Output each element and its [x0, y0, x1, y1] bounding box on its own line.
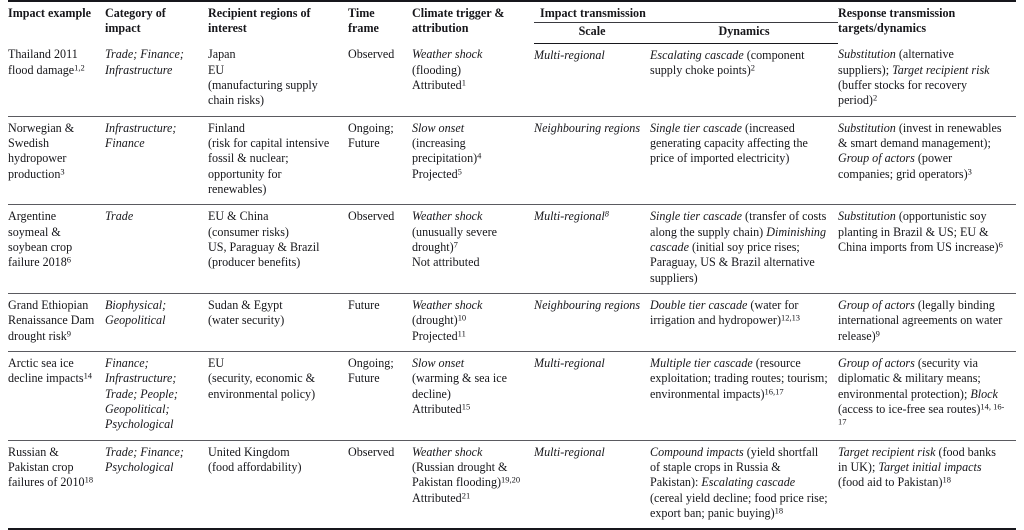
cell-response-run: (alternative suppliers);: [838, 47, 954, 77]
column-header-impact-transmission-group: Impact transmission: [534, 1, 838, 23]
cell-response-run: (food banks in UK);: [838, 444, 996, 475]
cell-time-frame-line: Observed: [348, 47, 395, 62]
cell-dynamics-run: (resource exploitation; trading routes; tourism; environmental impacts): [650, 356, 828, 401]
cell-climate-trigger: [412, 205, 534, 294]
cell-scale-line: Multi-regional$^8$: [534, 208, 609, 224]
cell-response-run: Substitution: [838, 120, 896, 135]
cell-response: Substitution (invest in renewables & smart demand management); Group of actors (power companies; grid operators)$^3$: [838, 116, 1016, 205]
cell-climate-trigger: [412, 116, 534, 205]
cell-recipient-region-line: (risk for capital intensive fossil & nuclear; opportunity for renewables): [208, 135, 330, 196]
cell-scale-line: Neighbouring regions: [534, 120, 641, 135]
cell-impact-example: [8, 205, 105, 294]
table-row: [8, 294, 1016, 352]
cell-recipient-region-line: Sudan & Egypt: [208, 298, 283, 312]
cell-scale-line: Multi-regional: [534, 47, 605, 62]
cell-climate-trigger-line: Slow onset: [412, 356, 465, 371]
cell-response-run: Target recipient risk: [838, 444, 936, 459]
cell-response-run: (power companies; grid operators): [838, 151, 968, 181]
cell-recipient-region-line: (producer benefits): [208, 255, 301, 270]
cell-category-line: Trade; Finance; Psychological: [105, 444, 184, 475]
cell-time-frame-line: Ongoing; Future: [348, 356, 394, 386]
cell-time-frame-line: Observed: [348, 209, 395, 224]
cell-response-run: (buffer stocks for recovery period): [838, 77, 968, 108]
table-row: [8, 205, 1016, 294]
cell-dynamics-run: (transfer of costs along the supply chain): [650, 209, 827, 239]
cell-impact-example: [8, 43, 105, 116]
cell-climate-trigger-line: Weather shock: [412, 47, 483, 62]
cell-category: [105, 352, 208, 441]
cell-climate-trigger: [412, 440, 534, 529]
cell-scale: [534, 352, 650, 441]
cell-response: Substitution (alternative suppliers); Target recipient risk (buffer stocks for recovery period)$^2$: [838, 47, 990, 108]
cell-category-line: Finance; Infrastructure; Trade; People; Geopolitical; Psychological: [105, 356, 178, 432]
cell-dynamics-run: Multiple tier cascade: [650, 356, 753, 371]
cell-impact-example: [8, 116, 105, 205]
cell-time-frame: [348, 205, 412, 294]
cell-dynamics-run: (yield shortfall of staple crops in Russia & Pakistan):: [650, 444, 819, 490]
cell-recipient-region-line: (water security): [208, 313, 285, 328]
table-row: [8, 440, 1016, 529]
cell-recipient-region: [208, 294, 348, 352]
cell-climate-trigger-line: Slow onset: [412, 120, 465, 135]
cell-scale: [534, 205, 650, 294]
cell-response-run: Target recipient risk: [892, 62, 990, 77]
cell-dynamics: [650, 116, 838, 205]
cell-time-frame: [348, 352, 412, 441]
table-row: [8, 352, 1016, 441]
cell-response: Group of actors (security via diplomatic & military means; environmental protection); Block (access to ice-free sea routes)$^{14, 16-17}$: [838, 352, 1016, 441]
cell-category-line: Biophysical; Geopolitical: [105, 298, 167, 328]
cell-time-frame: [348, 294, 412, 352]
cell-climate-trigger-line: Projected$^5$: [412, 166, 462, 181]
cell-response-run: (opportunistic soy planting in Brazil & US; EU & China imports from US increase): [838, 209, 999, 254]
cell-recipient-region-line: EU: [208, 356, 225, 371]
cell-impact-example-line: Russian & Pakistan crop failures of 2010$^{18}$: [8, 444, 94, 490]
cell-recipient-region-line: United Kingdom: [208, 444, 290, 459]
table-row: [8, 116, 1016, 205]
cell-recipient-region: [208, 205, 348, 294]
table-header: [8, 1, 1016, 43]
table-row: [8, 43, 1016, 116]
cell-recipient-region: [208, 43, 348, 116]
column-header-impact-example: Impact example: [8, 1, 105, 43]
cell-dynamics: Escalating cascade (component supply choke points)$^2$: [650, 47, 805, 78]
cell-recipient-region-line: US, Paraguay & Brazil: [208, 239, 320, 254]
cell-response-run: Block: [970, 386, 998, 401]
cell-recipient-region-line: (security, economic & environmental policy): [208, 371, 316, 401]
cell-category: [105, 440, 208, 529]
column-header-climate-trigger: Climate trigger & attribution: [412, 1, 534, 43]
cell-dynamics: Compound impacts (yield shortfall of staple crops in Russia & Pakistan): Escalating cascade (cereal yield decline; food price rise; export ban; panic buying)$^{18}$: [650, 440, 838, 529]
cell-climate-trigger-line: (drought)$^{10}$: [412, 312, 467, 328]
cell-category-line: Trade: [105, 209, 134, 224]
cell-recipient-region-line: EU: [208, 62, 225, 77]
cell-dynamics-run: (water for irrigation and hydropower): [650, 298, 799, 328]
cell-climate-trigger-line: Weather shock: [412, 444, 483, 459]
cell-response-run: (security via diplomatic & military means; environmental protection);: [838, 356, 981, 401]
cell-time-frame: [348, 116, 412, 205]
cell-climate-trigger-line: (unusually severe drought)$^7$: [412, 224, 497, 254]
cell-climate-trigger-line: (Russian drought & Pakistan flooding)$^{19,20}$: [412, 460, 521, 490]
cell-dynamics-run: Single tier cascade: [650, 120, 743, 135]
cell-impact-example-line: Grand Ethiopian Renaissance Dam drought risk$^9$: [8, 298, 95, 343]
cell-scale-line: Multi-regional: [534, 356, 605, 371]
column-header-response-transmission: Response transmission targets/dynamics: [838, 1, 1016, 43]
cell-response: Target recipient risk (food banks in UK); Target initial impacts (food aid to Pakistan)$^{18}$: [838, 440, 1016, 529]
table-body: [8, 43, 1016, 529]
cell-response-run: Group of actors: [838, 356, 915, 371]
cell-recipient-region-line: Finland: [208, 120, 245, 135]
column-header-recipient-regions: Recipient regions of interest: [208, 1, 348, 43]
cell-category: [105, 294, 208, 352]
cell-response-run: (legally binding international agreements on water release): [838, 298, 1003, 343]
cell-scale: [534, 43, 650, 116]
cell-recipient-region-line: (consumer risks): [208, 224, 289, 239]
cell-response-run: (food aid to Pakistan): [838, 475, 943, 490]
cell-response-run: Group of actors: [838, 151, 915, 166]
cell-impact-example-line: Norwegian & Swedish hydropower production$^3$: [8, 120, 75, 181]
header-row-main: [8, 1, 1016, 23]
cell-dynamics-run: Diminishing cascade: [650, 224, 827, 254]
cell-climate-trigger-line: Attributed$^{21}$: [412, 490, 471, 505]
cell-recipient-region: [208, 352, 348, 441]
cell-category-line: Trade; Finance; Infrastructure: [105, 47, 184, 77]
cell-dynamics-run: Compound impacts: [650, 444, 744, 459]
cell-climate-trigger-line: (flooding): [412, 62, 462, 77]
climate-impact-transmission-table: [8, 0, 1016, 530]
column-header-dynamics: Dynamics: [650, 23, 838, 43]
cell-impact-example-line: Arctic sea ice decline impacts$^{14}$: [8, 356, 93, 386]
cell-climate-trigger-line: Attributed$^1$: [412, 77, 466, 92]
cell-scale: [534, 116, 650, 205]
cell-impact-example: [8, 440, 105, 529]
cell-climate-trigger-line: Weather shock: [412, 209, 483, 224]
cell-recipient-region-line: Japan: [208, 47, 236, 62]
cell-dynamics: Double tier cascade (water for irrigation and hydropower)$^{12,13}$: [650, 294, 838, 352]
cell-scale: [534, 294, 650, 352]
column-header-scale: Scale: [534, 23, 650, 43]
cell-impact-example: [8, 294, 105, 352]
cell-dynamics-run: (initial soy price rises; Paraguay, US & Brazil alternative suppliers): [650, 239, 815, 285]
cell-dynamics-run: Escalating cascade: [701, 475, 796, 490]
cell-climate-trigger-line: Attributed$^{15}$: [412, 401, 471, 417]
cell-category: [105, 116, 208, 205]
cell-response: Group of actors (legally binding international agreements on water release)$^9$: [838, 294, 1016, 352]
cell-category: [105, 205, 208, 294]
cell-response-run: Group of actors: [838, 298, 915, 312]
cell-time-frame-line: Future: [348, 298, 380, 312]
cell-climate-trigger-line: Projected$^{11}$: [412, 328, 466, 343]
cell-climate-trigger: [412, 294, 534, 352]
cell-response: Substitution (opportunistic soy planting in Brazil & US; EU & China imports from US increase)$^6$: [838, 205, 1016, 294]
cell-category: [105, 43, 208, 116]
cell-climate-trigger-line: (increasing precipitation)$^4$: [412, 135, 482, 166]
column-header-time-frame: Time frame: [348, 1, 412, 43]
cell-recipient-region-line: (food affordability): [208, 460, 302, 475]
cell-time-frame-line: Observed: [348, 444, 395, 459]
cell-time-frame-line: Ongoing; Future: [348, 120, 394, 150]
cell-impact-example-line: Argentine soymeal & soybean crop failure 2018$^6$: [8, 209, 73, 270]
cell-response-run: Target initial impacts: [878, 460, 982, 475]
column-header-category-of-impact: Category of impact: [105, 1, 208, 43]
cell-recipient-region: [208, 116, 348, 205]
cell-response-run: Substitution: [838, 47, 896, 62]
cell-dynamics-run: (increased generating capacity affecting the price of imported electricity): [650, 120, 808, 166]
cell-dynamics-run: (cereal yield decline; food price rise; export ban; panic buying): [650, 490, 828, 521]
cell-impact-example: [8, 352, 105, 441]
cell-response-run: Substitution: [838, 209, 896, 224]
cell-scale: [534, 440, 650, 529]
cell-dynamics: [650, 205, 838, 294]
cell-scale-line: Multi-regional: [534, 444, 605, 459]
cell-recipient-region: [208, 440, 348, 529]
cell-climate-trigger-line: (warming & sea ice decline): [412, 371, 508, 401]
cell-climate-trigger: [412, 352, 534, 441]
cell-dynamics-run: (component supply choke points): [650, 47, 805, 78]
cell-climate-trigger: [412, 43, 534, 116]
cell-recipient-region-line: EU & China: [208, 209, 269, 224]
cell-dynamics-run: Double tier cascade: [650, 298, 748, 312]
cell-response-run: (access to ice-free sea routes): [838, 402, 981, 417]
cell-climate-trigger-line: Weather shock: [412, 298, 483, 312]
cell-scale-line: Neighbouring regions: [534, 298, 641, 312]
cell-time-frame: [348, 43, 412, 116]
cell-response-run: (invest in renewables & smart demand management);: [838, 120, 1002, 150]
cell-climate-trigger-line: Not attributed: [412, 255, 480, 270]
cell-dynamics: Multiple tier cascade (resource exploitation; trading routes; tourism; environmental impacts)$^{16,17}$: [650, 352, 838, 441]
cell-dynamics-run: Single tier cascade: [650, 209, 743, 224]
cell-category-line: Infrastructure; Finance: [105, 120, 177, 150]
cell-recipient-region-line: (manufacturing supply chain risks): [208, 77, 318, 108]
cell-impact-example-line: Thailand 2011 flood damage$^{1,2}$: [8, 47, 85, 77]
cell-time-frame: [348, 440, 412, 529]
cell-dynamics-run: Escalating cascade: [650, 47, 744, 62]
